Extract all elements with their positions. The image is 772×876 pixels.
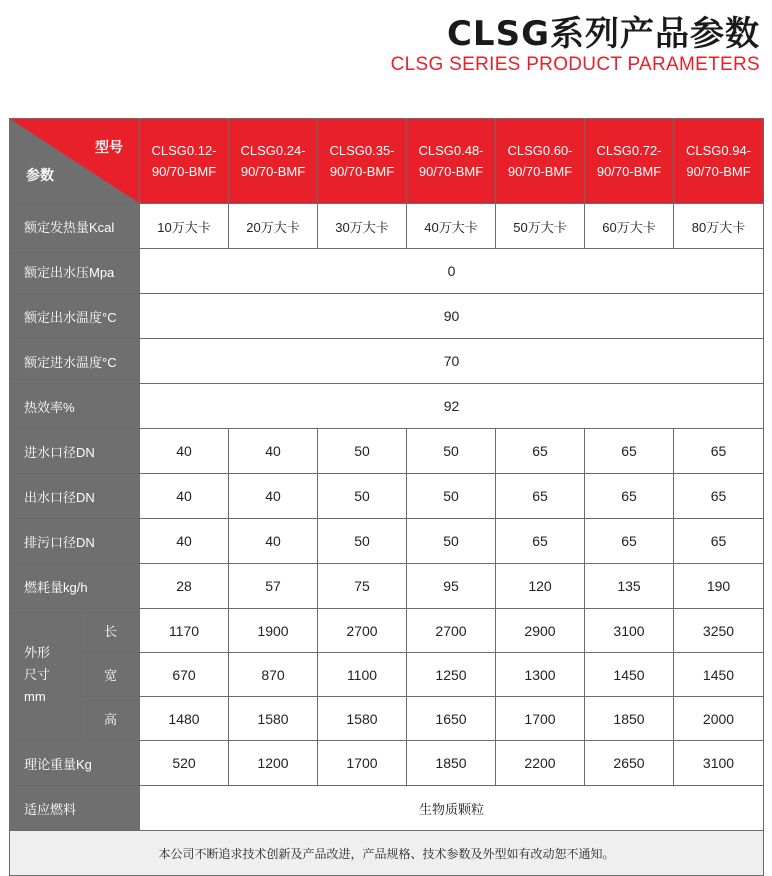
corner-model-label: 型号 (95, 139, 123, 155)
table-cell: 135 (585, 564, 674, 609)
table-cell: 65 (496, 474, 585, 519)
row-label: 出水口径DN (10, 474, 140, 519)
table-cell: 520 (140, 741, 229, 786)
table-cell: 1170 (140, 609, 229, 653)
table-cell: 80万大卡 (674, 204, 764, 249)
table-cell: 50 (318, 519, 407, 564)
table-cell: 1200 (229, 741, 318, 786)
table-cell: 2700 (318, 609, 407, 653)
row-label: 燃耗量kg/h (10, 564, 140, 609)
row-label: 理论重量Kg (10, 741, 140, 786)
table-cell: 57 (229, 564, 318, 609)
sub-label-width: 宽 (82, 653, 140, 697)
table-cell: 3100 (674, 741, 764, 786)
table-cell: 1850 (407, 741, 496, 786)
table-row-length (10, 609, 764, 653)
row-label: 额定出水温度°C (10, 294, 140, 339)
footer-row (10, 831, 764, 876)
row-label: 排污口径DN (10, 519, 140, 564)
footer-note: 本公司不断追求技术创新及产品改进，产品规格、技术参数及外型如有改动恕不通知。 (10, 831, 764, 876)
table-cell: 1700 (496, 697, 585, 741)
table-cell: 40 (140, 519, 229, 564)
row-label: 额定进水温度°C (10, 339, 140, 384)
table-cell: 3250 (674, 609, 764, 653)
table-cell: 40 (229, 519, 318, 564)
corner-diagonal (10, 119, 139, 203)
table-cell: 1580 (318, 697, 407, 741)
table-cell: 1900 (229, 609, 318, 653)
table-cell: 50 (318, 474, 407, 519)
table-cell: 1450 (674, 653, 764, 697)
table-row-efficiency (10, 384, 764, 429)
model-header: CLSG0.60- 90/70-BMF (496, 119, 585, 204)
table-cell: 95 (407, 564, 496, 609)
table-cell: 90 (140, 294, 764, 339)
header-row (10, 119, 764, 204)
table-cell: 2650 (585, 741, 674, 786)
table-cell: 3100 (585, 609, 674, 653)
row-label: 适应燃料 (10, 786, 140, 831)
table-cell: 30万大卡 (318, 204, 407, 249)
table-cell: 40 (140, 474, 229, 519)
table-cell: 40 (140, 429, 229, 474)
table-cell: 40 (229, 474, 318, 519)
row-label: 热效率% (10, 384, 140, 429)
table-cell: 1850 (585, 697, 674, 741)
table-row-rated-heat (10, 204, 764, 249)
table-cell: 65 (585, 519, 674, 564)
table-cell: 70 (140, 339, 764, 384)
table-cell: 92 (140, 384, 764, 429)
table-cell: 50万大卡 (496, 204, 585, 249)
row-label: 进水口径DN (10, 429, 140, 474)
table-cell: 50 (318, 429, 407, 474)
table-row-inlet-temp (10, 339, 764, 384)
model-header: CLSG0.72- 90/70-BMF (585, 119, 674, 204)
table-row-weight (10, 741, 764, 786)
table-cell: 1580 (229, 697, 318, 741)
table-cell: 28 (140, 564, 229, 609)
table-row-height (10, 697, 764, 741)
table-cell: 65 (674, 474, 764, 519)
table-cell: 65 (585, 429, 674, 474)
row-label: 额定发热量Kcal (10, 204, 140, 249)
table-cell: 1480 (140, 697, 229, 741)
parameter-table (9, 118, 764, 876)
model-header: CLSG0.12- 90/70-BMF (140, 119, 229, 204)
model-header: CLSG0.35- 90/70-BMF (318, 119, 407, 204)
table-cell: 1250 (407, 653, 496, 697)
table-cell: 40万大卡 (407, 204, 496, 249)
model-header: CLSG0.94- 90/70-BMF (674, 119, 764, 204)
table-cell: 60万大卡 (585, 204, 674, 249)
table-cell: 190 (674, 564, 764, 609)
table-cell: 20万大卡 (229, 204, 318, 249)
table-cell: 670 (140, 653, 229, 697)
sub-label-height: 高 (82, 697, 140, 741)
table-cell: 0 (140, 249, 764, 294)
table-cell: 870 (229, 653, 318, 697)
table-cell: 40 (229, 429, 318, 474)
table-cell: 1100 (318, 653, 407, 697)
corner-cell (10, 119, 140, 204)
table-cell: 65 (674, 519, 764, 564)
table-row-width (10, 653, 764, 697)
table-row-fuel (10, 786, 764, 831)
table-cell: 65 (585, 474, 674, 519)
table-cell: 75 (318, 564, 407, 609)
table-cell: 50 (407, 519, 496, 564)
table-cell: 50 (407, 474, 496, 519)
row-label: 额定出水压Mpa (10, 249, 140, 294)
table-cell: 65 (496, 429, 585, 474)
table-cell: 1300 (496, 653, 585, 697)
page-subtitle: CLSG SERIES PRODUCT PARAMETERS (390, 54, 760, 75)
sub-label-length: 长 (82, 609, 140, 653)
table-cell: 65 (674, 429, 764, 474)
table-row-outlet-temp (10, 294, 764, 339)
corner-param-label: 参数 (26, 167, 54, 183)
table-cell: 2700 (407, 609, 496, 653)
table-cell: 生物质颗粒 (140, 786, 764, 831)
table-cell: 10万大卡 (140, 204, 229, 249)
page-title: CLSG系列产品参数 (446, 14, 760, 54)
dimensions-label: 外形 尺寸 mm (10, 609, 82, 741)
table-cell: 1650 (407, 697, 496, 741)
table-cell: 2200 (496, 741, 585, 786)
model-header: CLSG0.24- 90/70-BMF (229, 119, 318, 204)
table-row-outlet-dia (10, 474, 764, 519)
table-row-fuel-consumption (10, 564, 764, 609)
table-cell: 2000 (674, 697, 764, 741)
table-cell: 50 (407, 429, 496, 474)
table-row-inlet-dia (10, 429, 764, 474)
table-cell: 65 (496, 519, 585, 564)
table-cell: 1450 (585, 653, 674, 697)
model-header: CLSG0.48- 90/70-BMF (407, 119, 496, 204)
table-row-outlet-pressure (10, 249, 764, 294)
table-cell: 1700 (318, 741, 407, 786)
table-row-drain-dia (10, 519, 764, 564)
table-cell: 120 (496, 564, 585, 609)
table-cell: 2900 (496, 609, 585, 653)
